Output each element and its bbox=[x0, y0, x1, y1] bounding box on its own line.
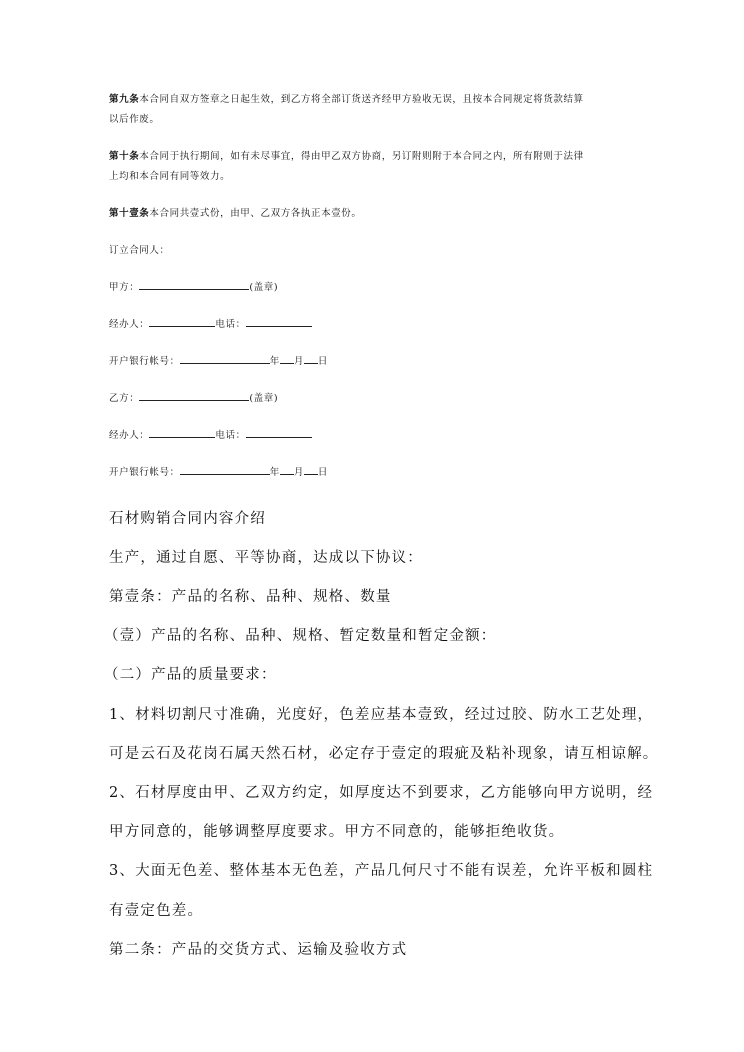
paragraph: 第二条：产品的交货方式、运输及验收方式 bbox=[109, 942, 408, 958]
blank bbox=[280, 464, 294, 475]
blank bbox=[139, 390, 249, 401]
label: 经办人： bbox=[109, 319, 150, 330]
article-9-cont: 以后作废。 bbox=[109, 114, 160, 125]
label: 月 bbox=[293, 467, 304, 478]
paragraph: 3、大面无色差、整体基本无色差，产品几何尺寸不能有误差，允许平板和圆柱 bbox=[109, 863, 654, 879]
blank bbox=[246, 316, 312, 327]
label: 年 bbox=[269, 356, 280, 367]
paragraph: 有壹定色差。 bbox=[109, 903, 204, 919]
label: 开户银行帐号： bbox=[109, 467, 180, 478]
article-11 bbox=[109, 205, 362, 219]
blank bbox=[304, 353, 318, 364]
label: 电话： bbox=[215, 319, 246, 330]
article-text: 本合同共壹式份，由甲、乙双方各执正本壹份。 bbox=[149, 208, 362, 219]
label: (盖章) bbox=[249, 393, 279, 404]
blank bbox=[180, 464, 270, 475]
paragraph: 1、材料切割尺寸准确，光度好，色差应基本壹致，经过过胶、防水工艺处理， bbox=[109, 707, 654, 723]
paragraph: 甲方同意的，能够调整厚度要求。甲方不同意的，能够拒绝收货。 bbox=[109, 824, 565, 840]
agent-line-a bbox=[109, 316, 312, 330]
label: 经办人： bbox=[109, 430, 150, 441]
label: 电话： bbox=[215, 430, 246, 441]
label: (盖章) bbox=[249, 282, 279, 293]
paragraph: （壹）产品的名称、品种、规格、暂定数量和暂定金额： bbox=[104, 628, 497, 644]
section-title: 石材购销合同内容介绍 bbox=[109, 511, 266, 527]
paragraph: （二）产品的质量要求： bbox=[104, 667, 277, 683]
agent-line-b bbox=[109, 427, 312, 441]
article-10-cont: 上均和本合同有同等效力。 bbox=[109, 171, 231, 182]
party-a-line bbox=[109, 279, 278, 293]
article-10 bbox=[109, 148, 584, 162]
paragraph: 生产，通过自愿、平等协商，达成以下协议： bbox=[109, 550, 423, 566]
paragraph: 2、石材厚度由甲、乙双方约定，如厚度达不到要求，乙方能够向甲方说明，经 bbox=[109, 785, 654, 801]
blank bbox=[149, 316, 215, 327]
article-9 bbox=[109, 91, 584, 105]
blank bbox=[139, 279, 249, 290]
bank-line-a bbox=[109, 353, 328, 367]
signers-title: 订立合同人： bbox=[109, 245, 170, 256]
blank bbox=[304, 464, 318, 475]
label: 开户银行帐号： bbox=[109, 356, 180, 367]
article-heading: 第十条 bbox=[109, 151, 140, 162]
article-text: 本合同自双方签章之日起生效，到乙方将全部订货送齐经甲方验收无误，且按本合同规定将货款结算 bbox=[139, 94, 584, 105]
paragraph: 可是云石及花岗石属天然石材，必定存于壹定的瑕疵及粘补现象，请互相谅解。 bbox=[109, 746, 659, 762]
label: 月 bbox=[293, 356, 304, 367]
blank bbox=[246, 427, 312, 438]
label: 日 bbox=[317, 356, 329, 367]
blank bbox=[149, 427, 215, 438]
label: 甲方： bbox=[109, 282, 140, 293]
article-text: 本合同于执行期间，如有未尽事宜，得由甲乙双方协商，另订附则附于本合同之内，所有附则于法律 bbox=[139, 151, 584, 162]
bank-line-b bbox=[109, 464, 328, 478]
label: 乙方： bbox=[109, 393, 140, 404]
article-heading: 第十壹条 bbox=[109, 208, 150, 219]
label: 年 bbox=[269, 467, 280, 478]
party-b-line bbox=[109, 390, 278, 404]
blank bbox=[280, 353, 294, 364]
label: 日 bbox=[317, 467, 329, 478]
article-heading: 第九条 bbox=[109, 94, 140, 105]
paragraph: 第壹条：产品的名称、品种、规格、数量 bbox=[109, 589, 392, 605]
blank bbox=[180, 353, 270, 364]
